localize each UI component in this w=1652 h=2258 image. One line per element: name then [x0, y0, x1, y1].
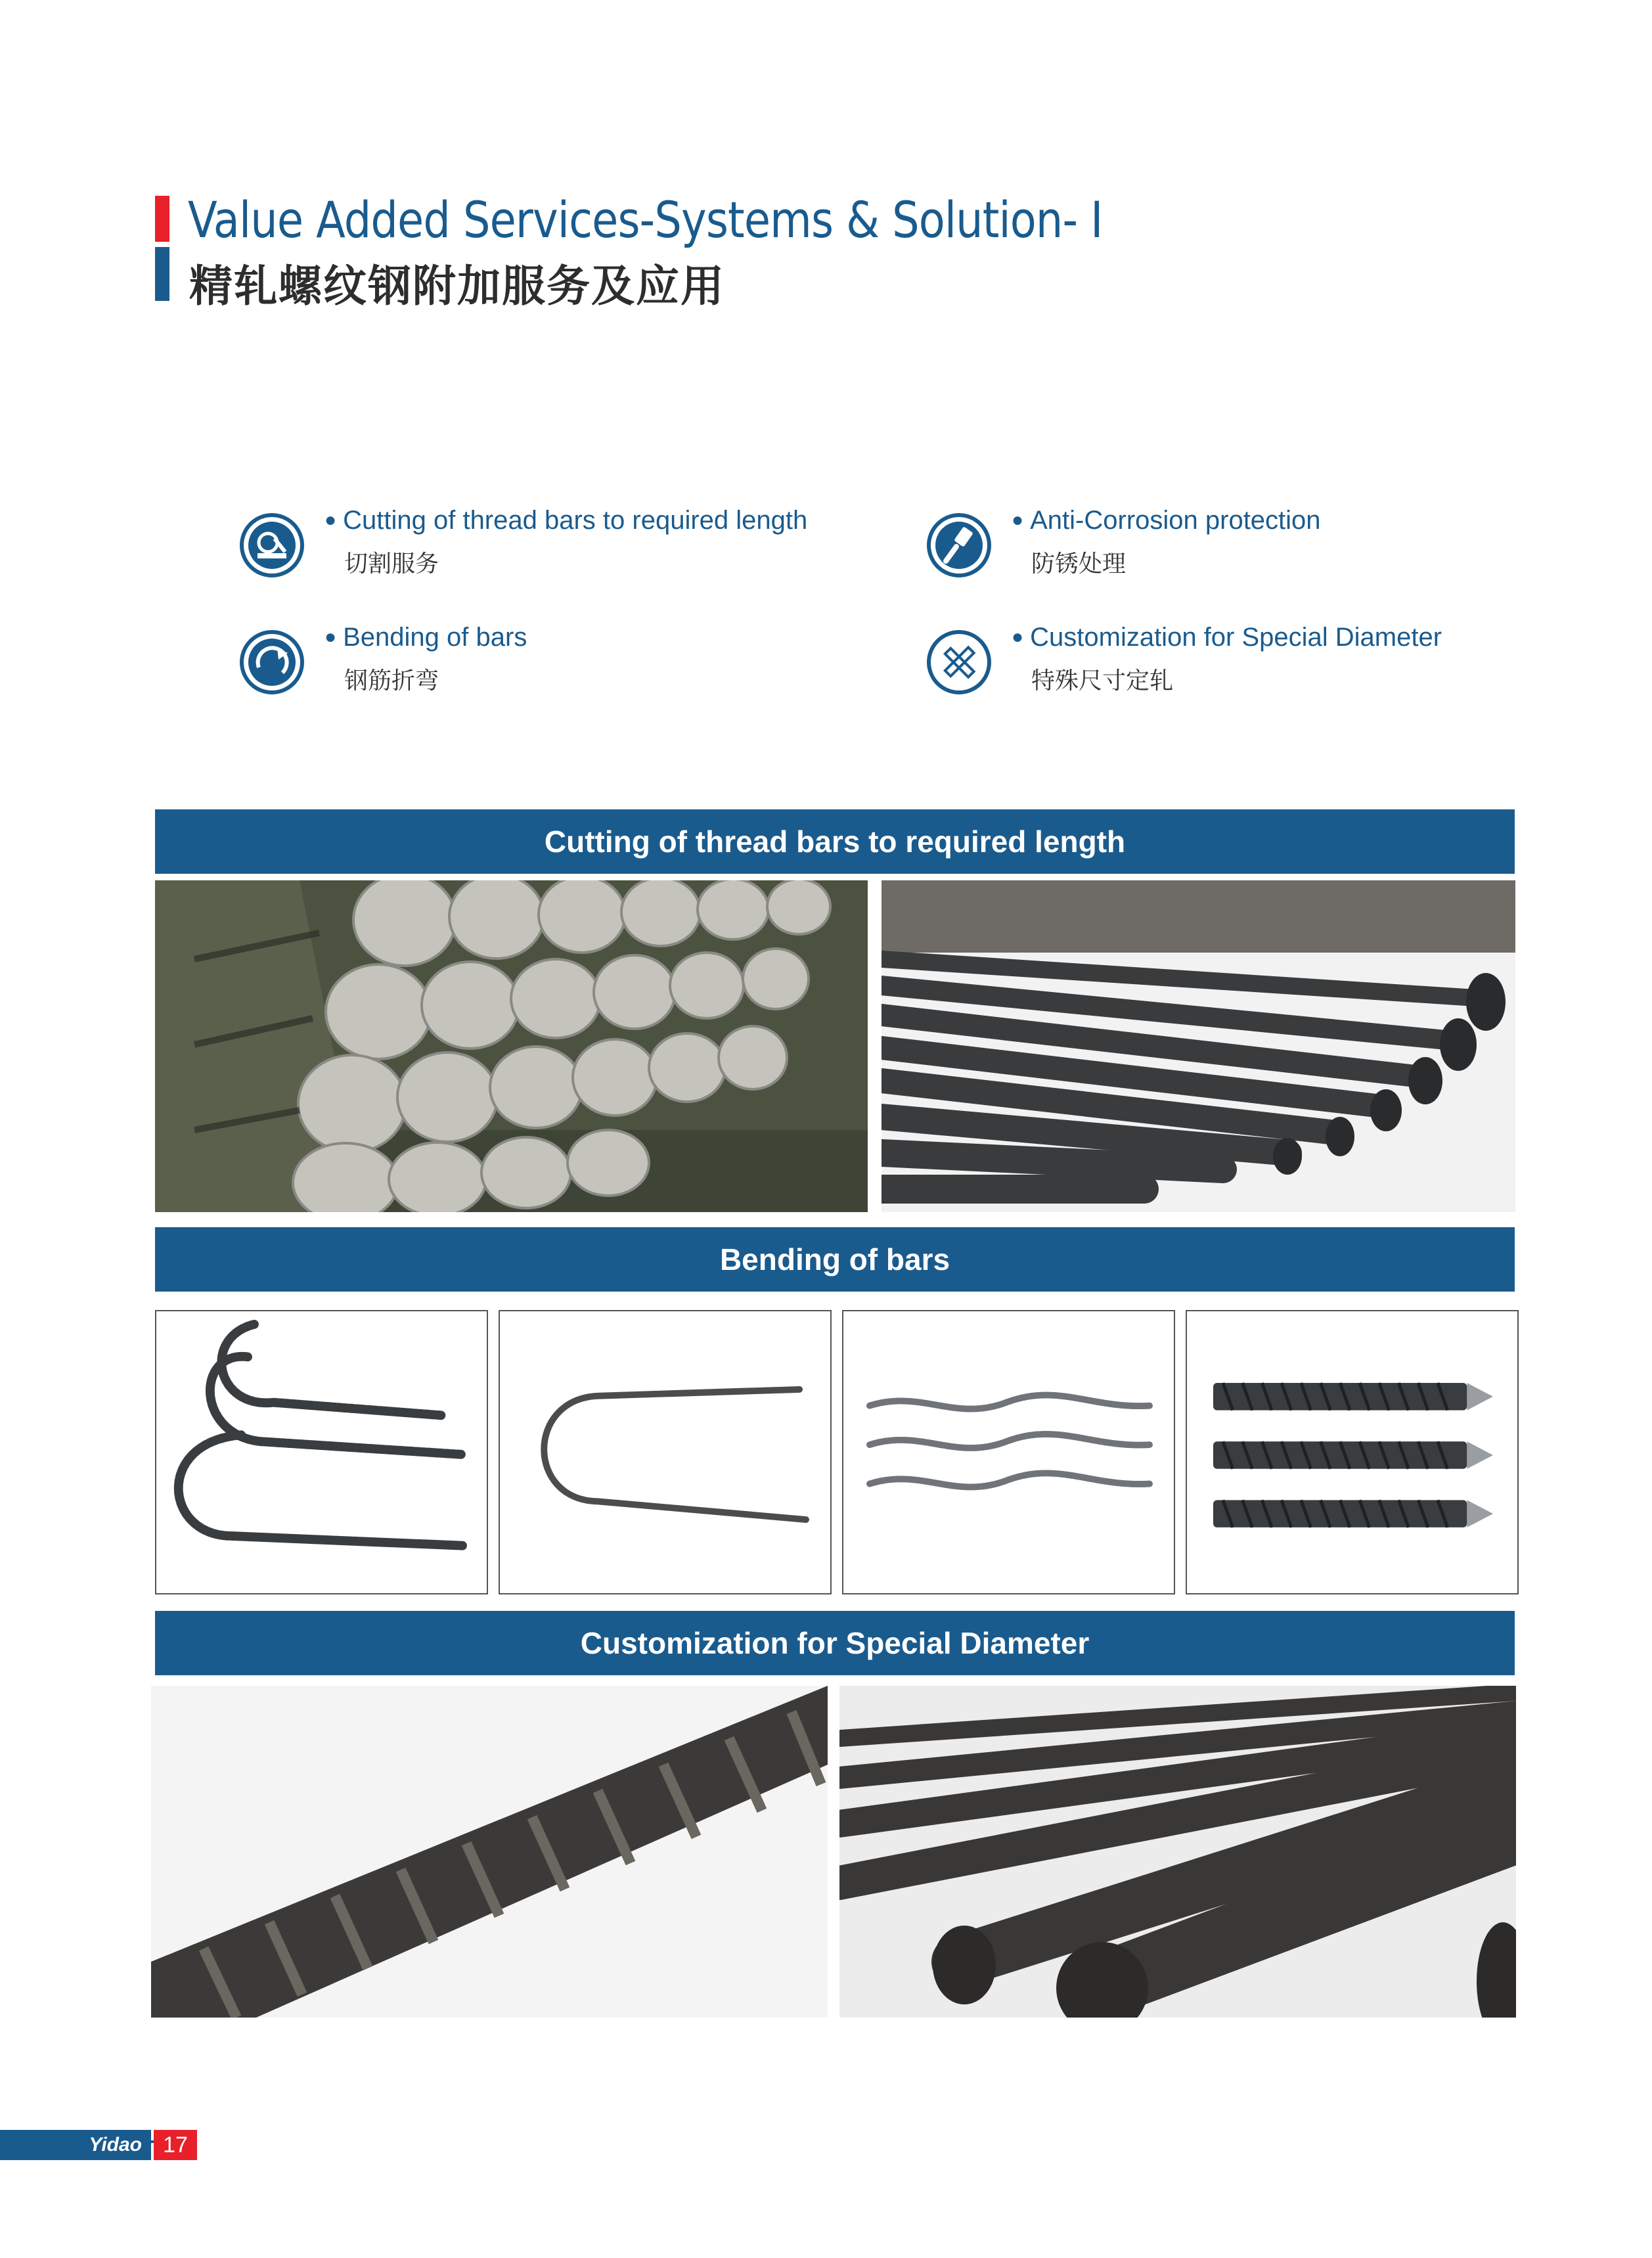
photo-wavy-bars: [842, 1310, 1175, 1594]
rotate-arrow-icon: [239, 629, 305, 695]
service-title: Customization for Special Diameter: [1030, 623, 1442, 652]
section-header-cutting: Cutting of thread bars to required length: [155, 809, 1515, 874]
photo-threadbar-ends: [839, 1686, 1516, 2018]
service-label-en: [324, 506, 807, 535]
section-header-customization: Customization for Special Diameter: [155, 1611, 1515, 1675]
service-item-cutting: [239, 506, 830, 585]
photo-cut-bars-row: [882, 880, 1515, 1212]
bullet: ●: [1012, 626, 1024, 648]
service-label-cn: 切割服务: [344, 550, 439, 577]
title-accent-red: [155, 196, 169, 242]
photo-u-bent-bar: [499, 1310, 832, 1594]
footer-brand: Yidao: [0, 2130, 151, 2160]
bullet: ●: [324, 509, 337, 531]
paint-brush-icon: [926, 512, 992, 578]
page-title-cn: 精轧螺纹钢附加服务及应用: [189, 261, 725, 310]
ruler-pencil-icon: [926, 629, 992, 695]
service-label-en: [1012, 506, 1321, 535]
service-title: Anti-Corrosion protection: [1030, 506, 1321, 535]
service-label-en: [324, 623, 527, 652]
title-accent-blue: [155, 247, 169, 301]
service-item-bending: [239, 623, 830, 702]
bullet: ●: [1012, 509, 1024, 531]
service-label-en: [1012, 623, 1442, 652]
bullet: ●: [324, 626, 337, 648]
service-label-cn: 钢筋折弯: [344, 667, 439, 694]
page-title-en: Value Added Services-Systems & Solution- Ⅰ: [188, 191, 1103, 249]
service-title: Cutting of thread bars to required length: [343, 506, 808, 535]
service-label-cn: 特殊尺寸定轧: [1031, 667, 1174, 694]
section-header-bending: Bending of bars: [155, 1227, 1515, 1292]
page-number: 17: [154, 2130, 197, 2160]
photo-cut-bar-ends: [155, 880, 868, 1212]
photo-threadbar-closeup: [151, 1686, 828, 2018]
photo-pointed-bars: [1186, 1310, 1519, 1594]
photo-j-hook-bars: [155, 1310, 488, 1594]
service-item-customization: [926, 623, 1517, 702]
service-title: Bending of bars: [343, 623, 527, 652]
service-label-cn: 防锈处理: [1031, 550, 1127, 577]
page-title-block: [155, 191, 1403, 309]
cutting-saw-icon: [239, 512, 305, 578]
service-item-anticorrosion: [926, 506, 1517, 585]
